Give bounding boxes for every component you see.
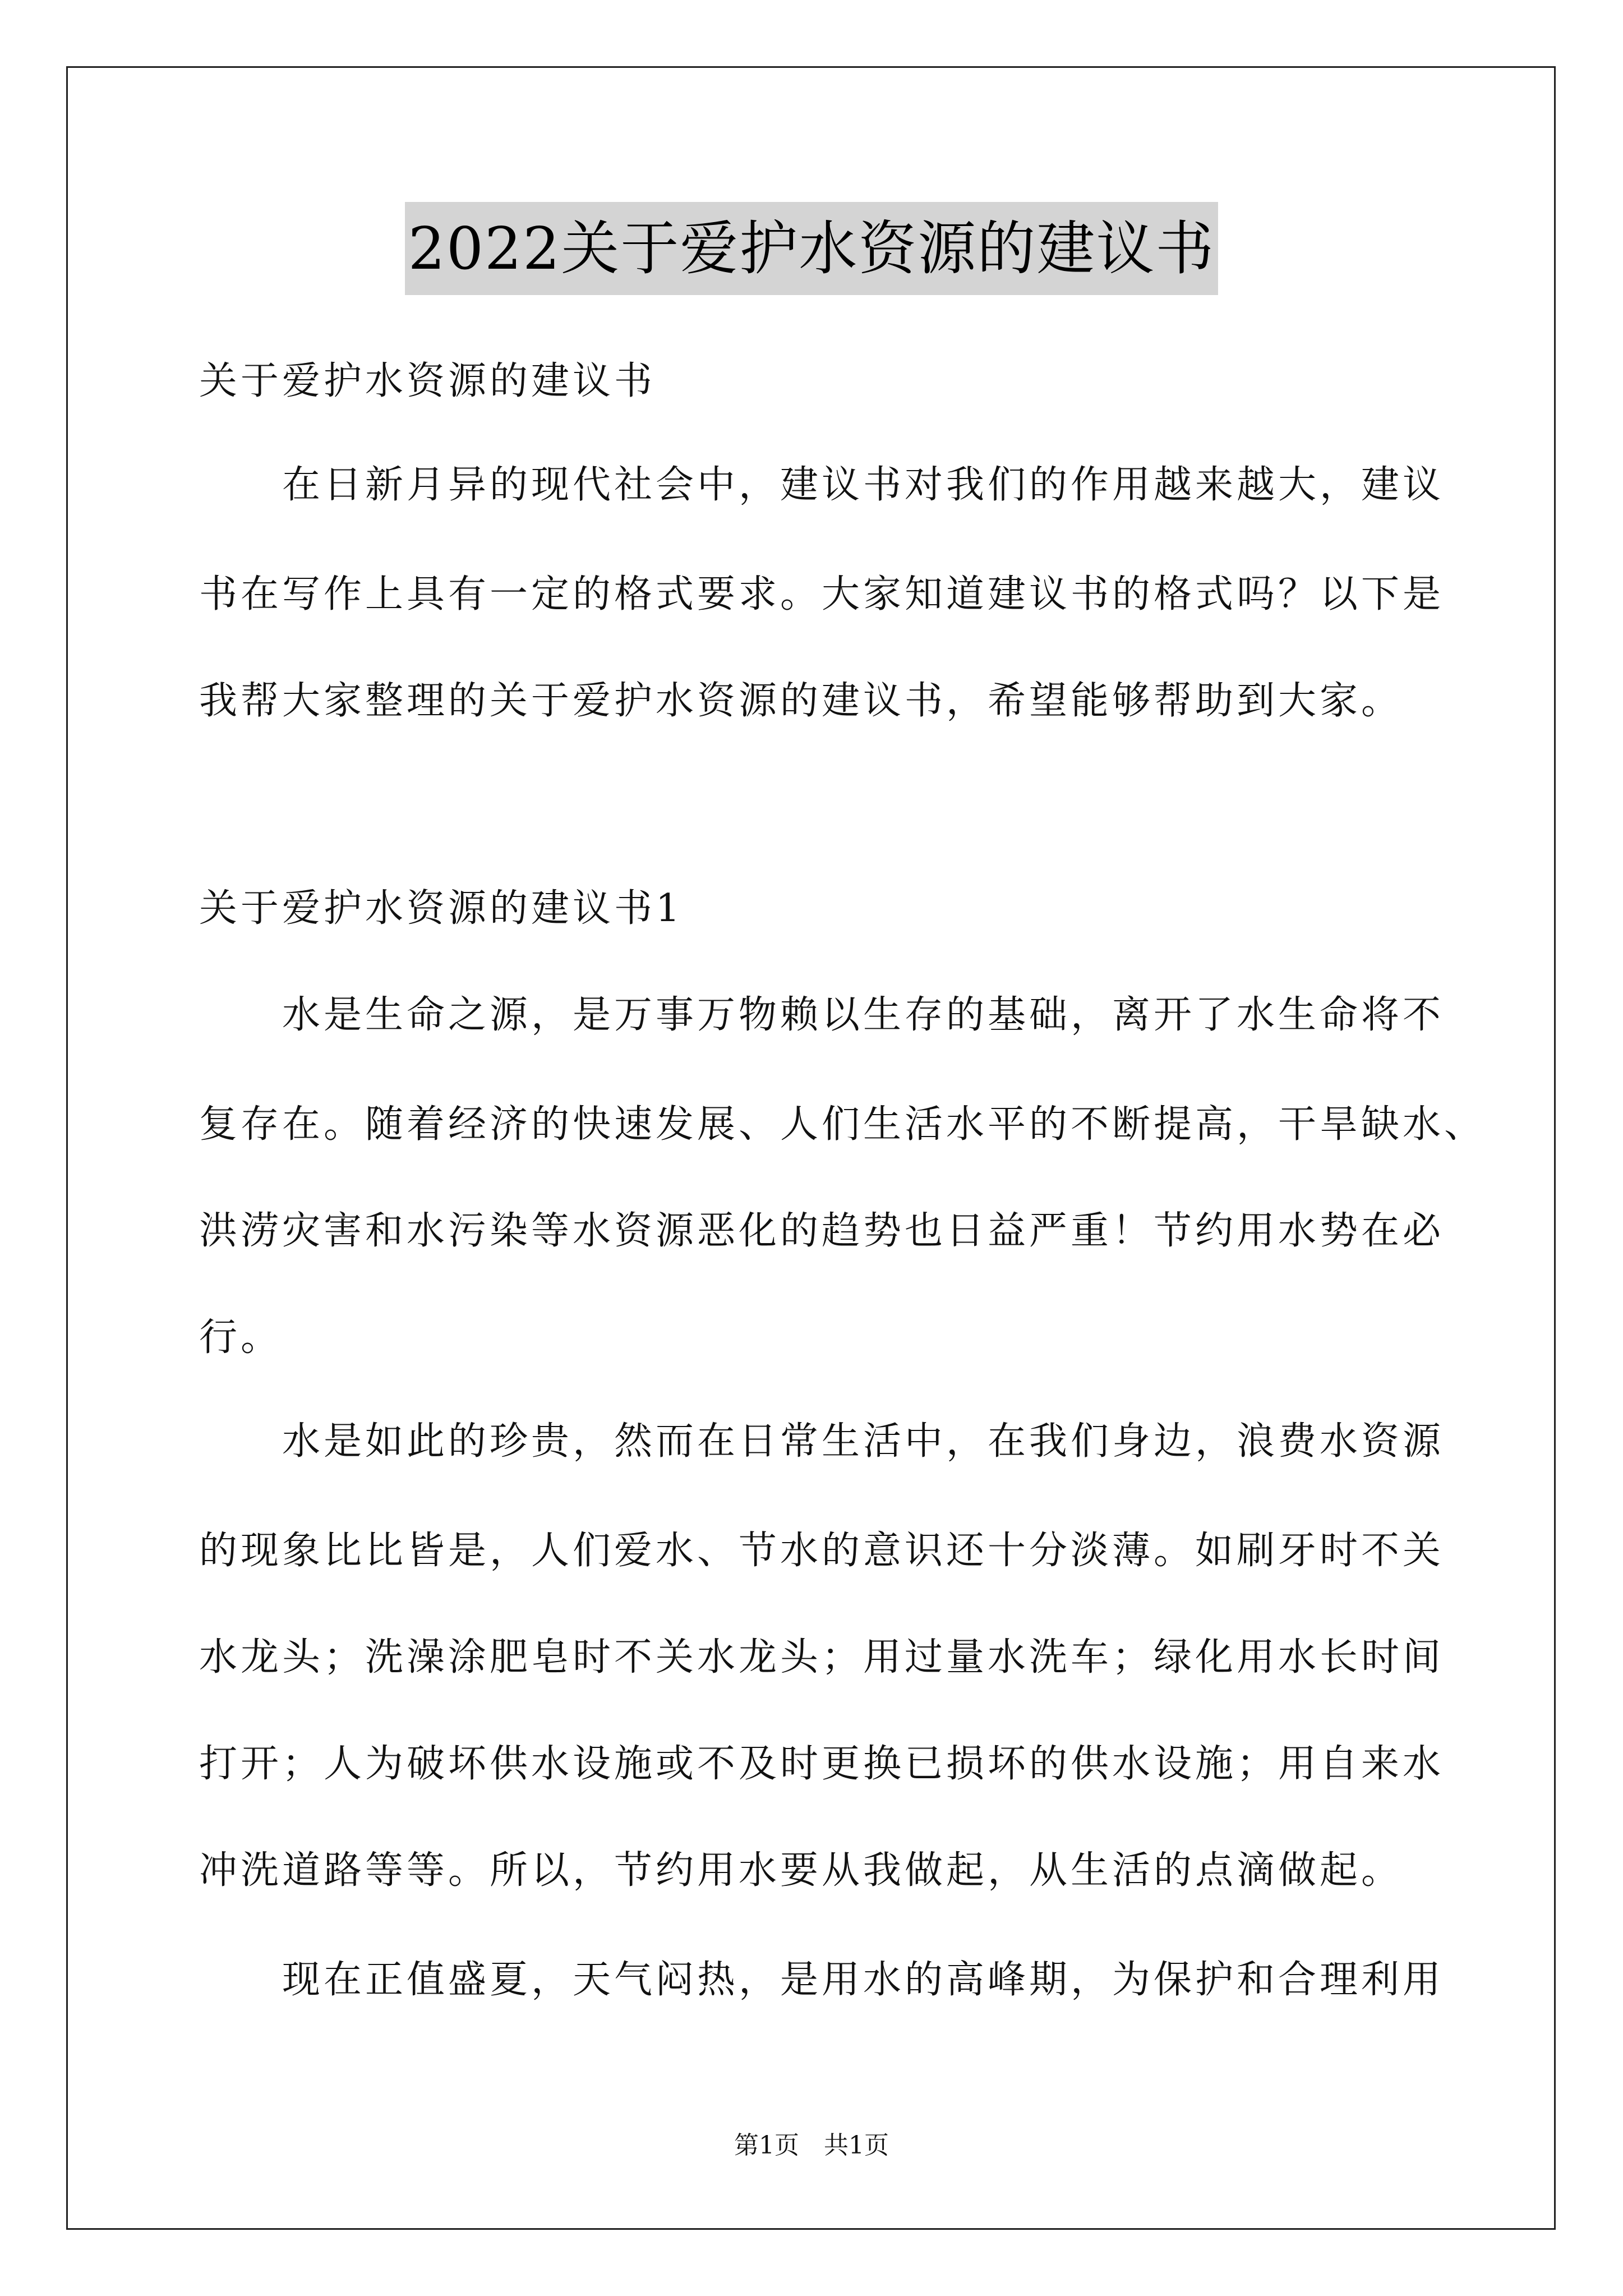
page-footer: 第1页 共1页: [734, 2131, 889, 2160]
body-line: 复存在。随着经济的快速发展、人们生活水平的不断提高，干旱缺水、: [199, 1102, 1486, 1147]
body-line: 行。: [199, 1315, 283, 1360]
body-line: 书在写作上具有一定的格式要求。大家知道建议书的格式吗？以下是: [199, 572, 1445, 616]
body-line: 现在正值盛夏，天气闷热，是用水的高峰期，为保护和合理利用: [199, 1958, 1445, 2002]
body-line: 在日新月异的现代社会中，建议书对我们的作用越来越大，建议: [199, 463, 1445, 507]
section-heading: 关于爱护水资源的建议书1: [199, 886, 684, 931]
body-line: 水是如此的珍贵，然而在日常生活中，在我们身边，浪费水资源: [199, 1419, 1445, 1464]
document-title: 2022关于爱护水资源的建议书: [405, 202, 1219, 295]
body-line: 洪涝灾害和水污染等水资源恶化的趋势也日益严重！节约用水势在必: [199, 1209, 1445, 1253]
body-line: 我帮大家整理的关于爱护水资源的建议书，希望能够帮助到大家。: [199, 679, 1403, 723]
body-line: 水龙头；洗澡涂肥皂时不关水龙头；用过量水洗车；绿化用水长时间: [199, 1635, 1445, 1680]
body-line: 冲洗道路等等。所以，节约用水要从我做起，从生活的点滴做起。: [199, 1848, 1403, 1893]
body-line: 打开；人为破坏供水设施或不及时更换已损坏的供水设施；用自来水: [199, 1742, 1445, 1786]
body-line: 水是生命之源，是万事万物赖以生存的基础，离开了水生命将不: [199, 993, 1445, 1037]
body-line: 的现象比比皆是，人们爱水、节水的意识还十分淡薄。如刷牙时不关: [199, 1529, 1445, 1573]
title-container: [0, 202, 1623, 295]
subtitle-line: 关于爱护水资源的建议书: [199, 359, 656, 403]
